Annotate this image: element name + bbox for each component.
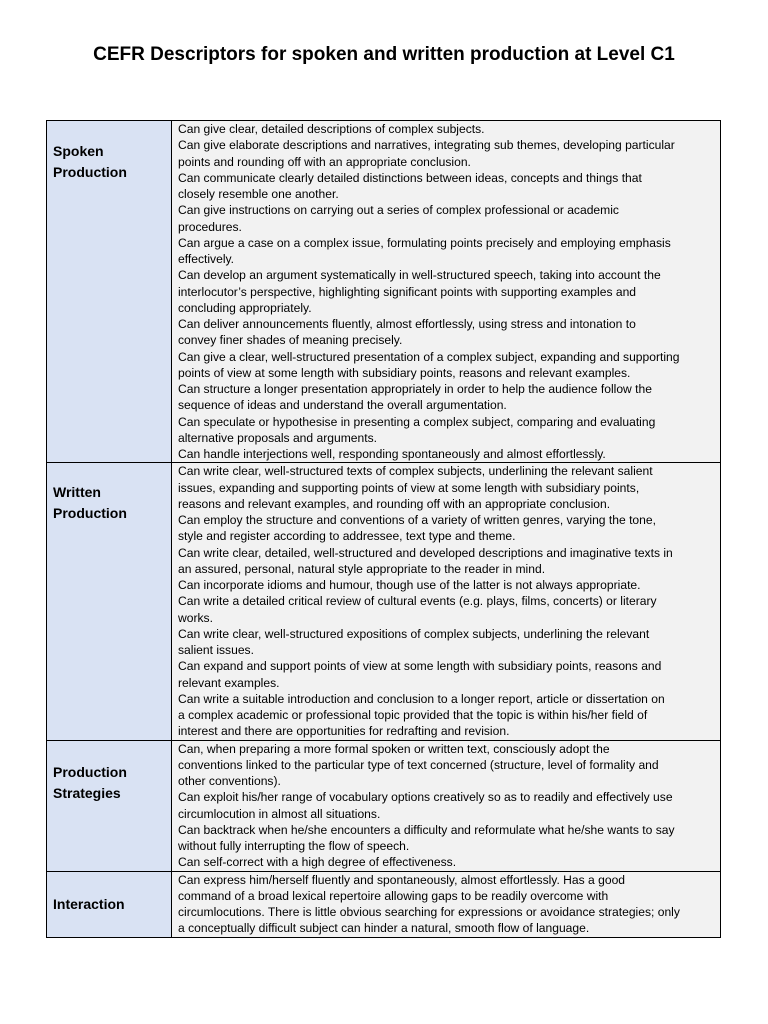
descriptor-line: alternative proposals and arguments. bbox=[178, 430, 377, 445]
descriptor-line: Can write clear, well-structured texts of complex subjects, underlining the relevant salient bbox=[178, 464, 653, 479]
descriptor-cell bbox=[172, 463, 721, 740]
descriptor-line: procedures. bbox=[178, 219, 242, 234]
descriptor-line: other conventions). bbox=[178, 774, 281, 788]
descriptor-line: circumlocution in almost all situations. bbox=[178, 806, 381, 821]
category-label: Spoken bbox=[53, 143, 104, 159]
descriptor-line: Can speculate or hypothesise in presenting a complex subject, comparing and evaluating bbox=[178, 414, 656, 429]
category-label: Written bbox=[53, 484, 101, 501]
descriptor-line: Can self-correct with a high degree of effectiveness. bbox=[178, 855, 457, 870]
descriptor-line: issues, expanding and supporting points of view at some length with subsidiary points, bbox=[178, 480, 640, 495]
descriptor-line: Can express him/herself fluently and spontaneously, almost effortlessly. Has a good bbox=[178, 872, 626, 887]
descriptor-line: Can write a suitable introduction and conclusion to a longer report, article or dissertation on bbox=[178, 691, 665, 706]
category-cell bbox=[47, 463, 172, 740]
descriptor-line: command of a broad lexical repertoire allowing gaps to be readily overcome with bbox=[178, 888, 609, 903]
document-title: CEFR Descriptors for spoken and written production at Level C1 bbox=[93, 44, 675, 65]
category-label: Production bbox=[53, 505, 127, 522]
descriptor-line: Can give elaborate descriptions and narratives, integrating sub themes, developing particular bbox=[178, 138, 675, 153]
descriptor-line: Can deliver announcements fluently, almost effortlessly, using stress and intonation to bbox=[178, 317, 636, 331]
descriptor-line: Can give clear, detailed descriptions of complex subjects. bbox=[178, 122, 485, 136]
descriptor-line: concluding appropriately. bbox=[178, 300, 312, 315]
category-label: Strategies bbox=[53, 784, 121, 801]
descriptor-line: closely resemble one another. bbox=[178, 187, 339, 201]
descriptor-line: an assured, personal, natural style appropriate to the reader in mind. bbox=[178, 561, 546, 576]
table-row bbox=[47, 121, 721, 463]
descriptor-cell bbox=[172, 871, 721, 937]
descriptor-cell bbox=[172, 121, 721, 463]
category-label: Production bbox=[53, 164, 127, 180]
category-label: Interaction bbox=[53, 895, 125, 912]
category-cell bbox=[47, 740, 172, 871]
descriptor-line: salient issues. bbox=[178, 643, 254, 657]
descriptor-line: Can write a detailed critical review of cultural events (e.g. plays, films, concerts) or literary bbox=[178, 594, 657, 609]
descriptor-line: Can write clear, detailed, well-structured and developed descriptions and imaginative texts in bbox=[178, 545, 673, 560]
table-row bbox=[47, 871, 721, 937]
descriptor-line: Can employ the structure and conventions of a variety of written genres, varying the tone, bbox=[178, 513, 656, 527]
descriptor-table bbox=[46, 120, 721, 938]
descriptor-line: Can expand and support points of view at some length with subsidiary points, reasons and bbox=[178, 659, 662, 674]
table-row bbox=[47, 463, 721, 740]
descriptor-line: circumlocutions. There is little obvious searching for expressions or avoidance strategies; only bbox=[178, 905, 680, 919]
descriptor-line: sequence of ideas and understand the overall argumentation. bbox=[178, 398, 507, 413]
descriptor-line: Can backtrack when he/she encounters a difficulty and reformulate what he/she wants to say bbox=[178, 822, 675, 837]
descriptor-line: conventions linked to the particular type of text concerned (structure, level of formality and bbox=[178, 757, 659, 772]
descriptor-line: Can handle interjections well, responding spontaneously and almost effortlessly. bbox=[178, 447, 606, 461]
descriptor-line: Can exploit his/her range of vocabulary options creatively so as to readily and effectively use bbox=[178, 790, 673, 805]
category-cell bbox=[47, 121, 172, 463]
descriptor-line: works. bbox=[178, 610, 213, 625]
descriptor-line: Can, when preparing a more formal spoken or written text, consciously adopt the bbox=[178, 741, 610, 756]
descriptor-line: a complex academic or professional topic provided that the topic is within his/her field of bbox=[178, 708, 648, 722]
descriptor-line: Can give a clear, well-structured presentation of a complex subject, expanding and supporting bbox=[178, 349, 680, 364]
descriptor-line: reasons and relevant examples, and rounding off with an appropriate conclusion. bbox=[178, 496, 611, 511]
descriptor-line: Can communicate clearly detailed distinctions between ideas, concepts and things that bbox=[178, 170, 642, 185]
descriptor-line: points and rounding off with an appropriate conclusion. bbox=[178, 154, 471, 169]
category-cell bbox=[47, 871, 172, 937]
descriptor-line: convey finer shades of meaning precisely. bbox=[178, 333, 403, 348]
descriptor-line: without fully interrupting the flow of speech. bbox=[178, 839, 410, 853]
descriptor-line: relevant examples. bbox=[178, 675, 280, 690]
descriptor-line: interlocutor’s perspective, highlighting significant points with supporting examples and bbox=[178, 284, 637, 299]
descriptor-cell bbox=[172, 740, 721, 871]
descriptor-line: Can structure a longer presentation appropriately in order to help the audience follow the bbox=[178, 382, 652, 396]
descriptor-line: Can give instructions on carrying out a series of complex professional or academic bbox=[178, 203, 619, 218]
category-label: Production bbox=[53, 763, 127, 780]
descriptor-line: style and register according to addressee, text type and theme. bbox=[178, 529, 516, 544]
descriptor-line: Can develop an argument systematically in well-structured speech, taking into account the bbox=[178, 268, 661, 283]
table-row bbox=[47, 740, 721, 871]
descriptor-line: interest and there are opportunities for redrafting and revision. bbox=[178, 724, 510, 739]
descriptor-line: Can write clear, well-structured expositions of complex subjects, underlining the relevant bbox=[178, 626, 650, 641]
descriptor-line: effectively. bbox=[178, 252, 235, 266]
descriptor-line: a conceptually difficult subject can hinder a natural, smooth flow of language. bbox=[178, 921, 590, 936]
descriptor-line: points of view at some length with subsidiary points, reasons and relevant examples. bbox=[178, 365, 631, 380]
descriptor-line: Can incorporate idioms and humour, though use of the latter is not always appropriate. bbox=[178, 578, 641, 592]
descriptor-line: Can argue a case on a complex issue, formulating points precisely and employing emphasis bbox=[178, 235, 671, 250]
